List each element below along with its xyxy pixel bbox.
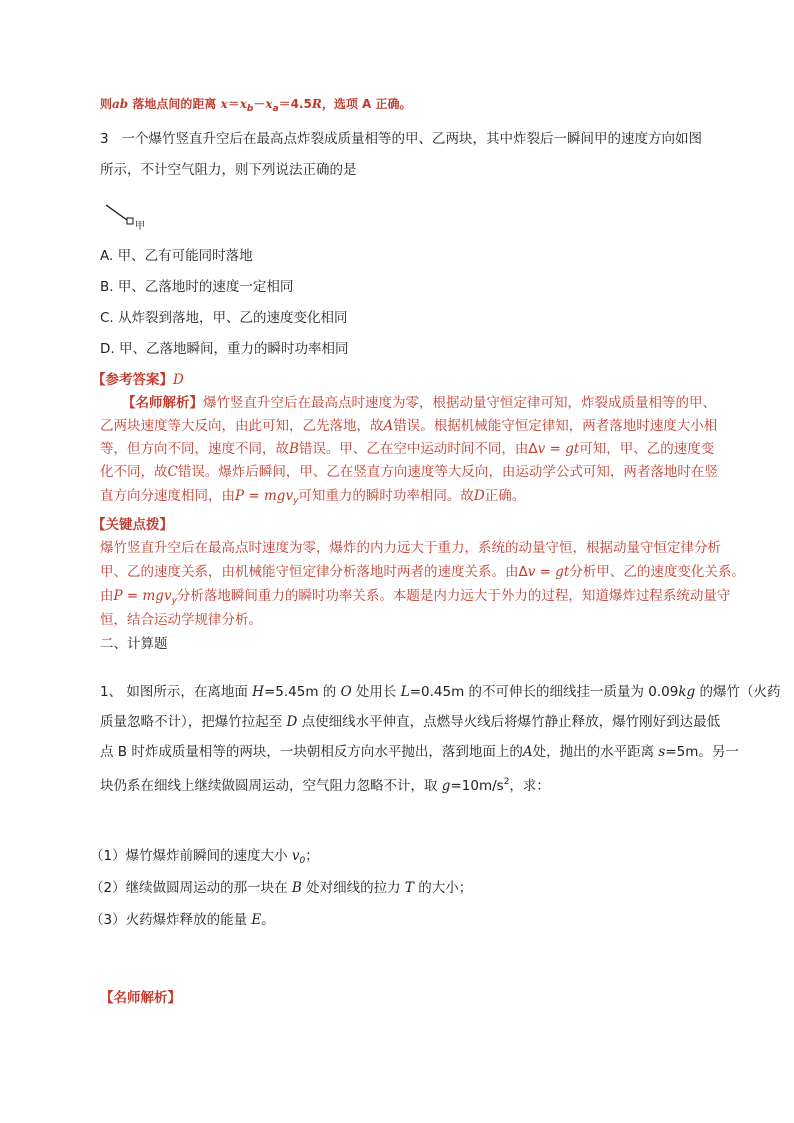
math-E: E [251,912,262,928]
math-eq: ＝ [227,97,240,111]
math-T: T [404,880,414,896]
problem1-analysis-label: 【名师解析】 [100,990,181,1006]
math-v: v [527,564,536,580]
math-eq: = [535,564,556,580]
option-c: C. 从炸裂到落地，甲、乙的速度变化相同 [100,310,348,326]
text: 质量忽略不计），把爆竹拉起至 [100,714,287,730]
math-D: D [286,714,298,730]
text: 点使细线水平伸直，点燃导火线后将爆竹静止释放，爆竹刚好到达最低 [297,714,721,730]
text: 。 [261,912,275,928]
math-P: P [113,588,123,604]
reference-answer-label: 【参考答案】 [92,372,173,388]
text: （3）火药爆炸释放的能量 [90,912,252,928]
math-eq: = [545,441,566,457]
math-mgv: mgv [264,488,294,504]
text: 直方向分速度相同，由 [100,488,235,504]
math-s: s [658,744,666,760]
text: 点 B 时炸成质量相等的两块，一块朝相反方向水平抛出，落到地面上的 [100,744,523,760]
text: ； [305,848,319,864]
math-eq: = [122,588,143,604]
velocity-direction-figure [100,200,160,236]
text: 处对细线的拉力 [301,880,405,896]
previous-answer-line [100,96,411,117]
math-xb: x [239,97,247,111]
text: 处，抛出的水平距离 [532,744,659,760]
key-points-line4: 恒，结合运动学规律分析。 [100,612,262,628]
sub-question-1 [90,848,319,869]
text: 块仍系在细线上继续做圆周运动，空气阻力忽略不计，取 [100,778,442,794]
math-minus: － [253,97,266,111]
sub-question-2 [90,880,472,896]
subscript-a: a [272,104,279,114]
fragment-box [127,218,133,224]
text: 分析甲、乙的速度变化关系。 [569,564,745,580]
text: =0.45m 的不可伸长的细线挂一质量为 0.09 [409,684,679,700]
text: （1）爆竹爆炸前瞬间的速度大小 [90,848,292,864]
text: 甲、乙的速度关系，由机械能守恒定律分析落地时两者的速度关系。由Δ [100,564,528,580]
superscript-2: 2 [503,777,510,787]
text: =5m。另一 [665,744,739,760]
analysis-label: 【名师解析】 [122,395,203,411]
text: 的爆竹（火药 [695,684,781,700]
text: 化不同，故 [100,464,168,480]
math-xa: x [265,97,273,111]
velocity-arrow-line [106,205,127,220]
math-B: B [291,880,302,896]
analysis-line5 [100,488,525,509]
math-L: L [400,684,410,700]
reference-answer-value: D [173,372,184,388]
math-eq: = [244,488,264,504]
analysis-line2 [100,418,717,434]
question-text: 所示，不计空气阻力，则下列说法正确的是 [100,162,357,178]
math-R: R [311,97,322,111]
text: 爆竹竖直升空后在最高点时速度为零，根据动量守恒定律可知，炸裂成质量相等的甲、 [203,395,716,411]
option-d: D. 甲、乙落地瞬间，重力的瞬时功率相同 [100,341,349,357]
text: 可知重力的瞬时功率相同。故 [298,488,474,504]
key-points-line2 [100,564,745,580]
analysis-line1 [122,395,716,411]
text: 的大小； [413,880,473,896]
text: ，求： [509,778,550,794]
text: 由 [100,588,114,604]
problem1-line3 [100,744,739,760]
text: =5.45m 的 [263,684,341,700]
subscript-y: y [293,496,299,506]
problem1-line4 [100,774,550,794]
text: 落地点间的距离 [128,97,221,111]
subscript-b: b [246,104,254,114]
key-points-line3 [100,588,730,609]
section-title: 二、计算题 [100,636,168,652]
analysis-line4 [100,464,718,480]
question3-line1 [100,131,702,147]
math-A: A [522,744,533,760]
text: 则 [100,97,113,111]
text: 错误。根据机械能守恒定律知，两者落地时速度大小相 [393,418,718,434]
analysis-line3 [100,441,714,457]
math-x: x [220,97,228,111]
text: 分析落地瞬间重力的瞬时功率关系。本题是内力远大于外力的过程，知道爆炸过程系统动量守 [176,588,731,604]
text: 正确。 [484,488,526,504]
problem1-line2 [100,714,720,730]
text: （2）继续做圆周运动的那一块在 [90,880,292,896]
math-mgv: mgv [142,588,172,604]
math-g: g [441,778,451,794]
math-v: v [537,441,546,457]
math-ab: ab [112,97,129,111]
option-b: B. 甲、乙落地时的速度一定相同 [100,279,294,295]
option-ref-c: C [167,464,178,480]
math-gt: gt [555,564,570,580]
text: =10m/s [450,778,504,794]
math-P: P [235,488,245,504]
reference-answer [92,372,184,388]
key-points-line1: 爆竹竖直升空后在最高点时速度为零，爆炸的内力远大于重力，系统的动量守恒，根据动量守恒定律分析 [100,540,721,556]
subscript-0: 0 [299,856,306,866]
key-points-label: 【关键点拨】 [92,517,173,533]
text: 错误。爆炸后瞬间，甲、乙在竖直方向速度等大反向，由运动学公式可知，两者落地时在竖 [177,464,718,480]
question-text: 一个爆竹竖直升空后在最高点炸裂成质量相等的甲、乙两块，其中炸裂后一瞬间甲的速度方向如图 [121,131,702,147]
sub-question-3 [90,912,275,928]
math-value: ＝4.5 [278,97,312,111]
problem1-line1 [100,684,781,700]
text: 可知，甲、乙的速度变 [579,441,715,457]
subscript-y: y [171,596,177,606]
math-gt: gt [565,441,580,457]
option-ref-d: D [473,488,485,504]
math-O: O [340,684,352,700]
figure-label-jia: 甲 [135,221,145,232]
text: 乙两块速度等大反向，由此可知，乙先落地，故 [100,418,384,434]
text: 1、 如图所示，在离地面 [100,684,253,700]
question-number: 3 [100,131,109,147]
text: 等，但方向不同，速度不同，故 [100,441,289,457]
unit-kg: kg [678,684,696,700]
text: 处用长 [351,684,401,700]
option-a: A. 甲、乙有可能同时落地 [100,248,253,264]
question3-line2 [100,162,357,178]
option-ref-b: B [289,441,299,457]
text: ，选项 A 正确。 [321,97,412,111]
math-H: H [252,684,264,700]
option-ref-a: A [383,418,394,434]
math-v: v [291,848,300,864]
text: 错误。甲、乙在空中运动时间不同，由Δ [298,441,538,457]
